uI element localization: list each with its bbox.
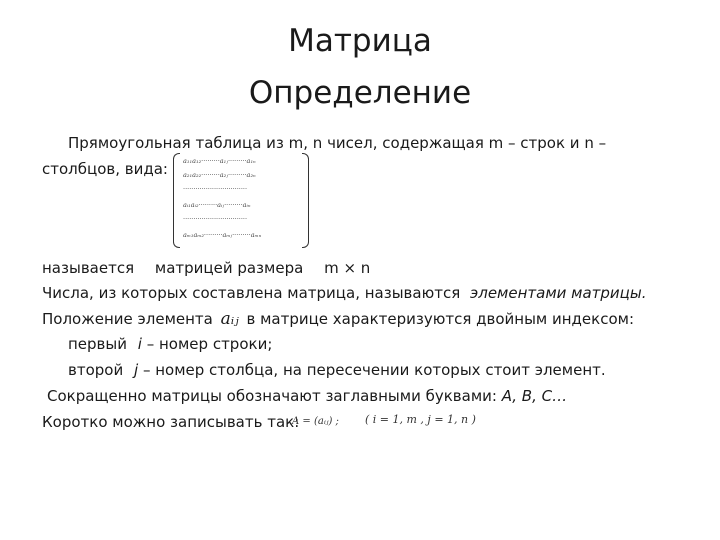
matrix-left-bracket <box>173 153 180 248</box>
short-letters: A, B, C… <box>501 387 568 405</box>
second-symbol: j <box>133 361 139 379</box>
position-suffix: в матрице характеризуются двойным индексом: <box>246 310 635 328</box>
first-index-line <box>68 334 272 354</box>
position-line <box>42 309 634 329</box>
called-term: матрицей размера <box>154 259 304 277</box>
brief-line: Коротко можно записывать так: <box>42 413 300 431</box>
matrix-row: aᵢ₁aᵢ₂·········aᵢⱼ·········aᵢₙ <box>183 201 251 209</box>
formula-left: A = (aᵢⱼ) ; <box>292 416 339 427</box>
matrix-row: a₁₁a₁₂·········a₁ⱼ·········a₁ₙ <box>183 157 256 165</box>
called-size: m × n <box>324 259 371 277</box>
elements-line <box>42 283 647 303</box>
first-prefix: первый <box>68 335 127 353</box>
matrix-row: a₂₁a₂₂·········a₂ⱼ·········a₂ₙ <box>183 171 256 179</box>
elements-prefix: Числа, из которых составлена матрица, называются <box>42 284 461 302</box>
called-prefix: называется <box>42 259 135 277</box>
matrix-image <box>173 153 309 246</box>
second-prefix: второй <box>68 361 124 379</box>
second-suffix: – номер столбца, на пересечении которых стоит элемент. <box>142 361 606 379</box>
second-index-line <box>68 360 606 380</box>
slide-title-line2: Определение <box>248 75 472 111</box>
short-notation-line <box>47 386 567 406</box>
elements-term: элементами матрицы. <box>470 284 647 302</box>
matrix-row: ······························· <box>183 215 248 223</box>
short-prefix: Сокращенно матрицы обозначают заглавными буквами: <box>47 387 497 405</box>
definition-line2: столбцов, вида: <box>42 160 168 178</box>
matrix-row: aₘ₁aₘ₂·········aₘⱼ·········aₘₙ <box>183 231 262 239</box>
matrix-right-bracket <box>302 153 309 248</box>
first-suffix: – номер строки; <box>146 335 273 353</box>
first-symbol: i <box>137 335 142 353</box>
formula-right: ( i = 1, m , j = 1, n ) <box>365 413 476 426</box>
position-symbol: aᵢⱼ <box>220 309 239 329</box>
position-prefix: Положение элемента <box>42 310 213 328</box>
called-line <box>42 258 370 278</box>
slide-title-line1: Матрица <box>288 23 432 59</box>
matrix-row: ······························· <box>183 185 248 193</box>
definition-line1: Прямоугольная таблица из m, n чисел, содержащая m – строк и n – <box>68 134 607 152</box>
